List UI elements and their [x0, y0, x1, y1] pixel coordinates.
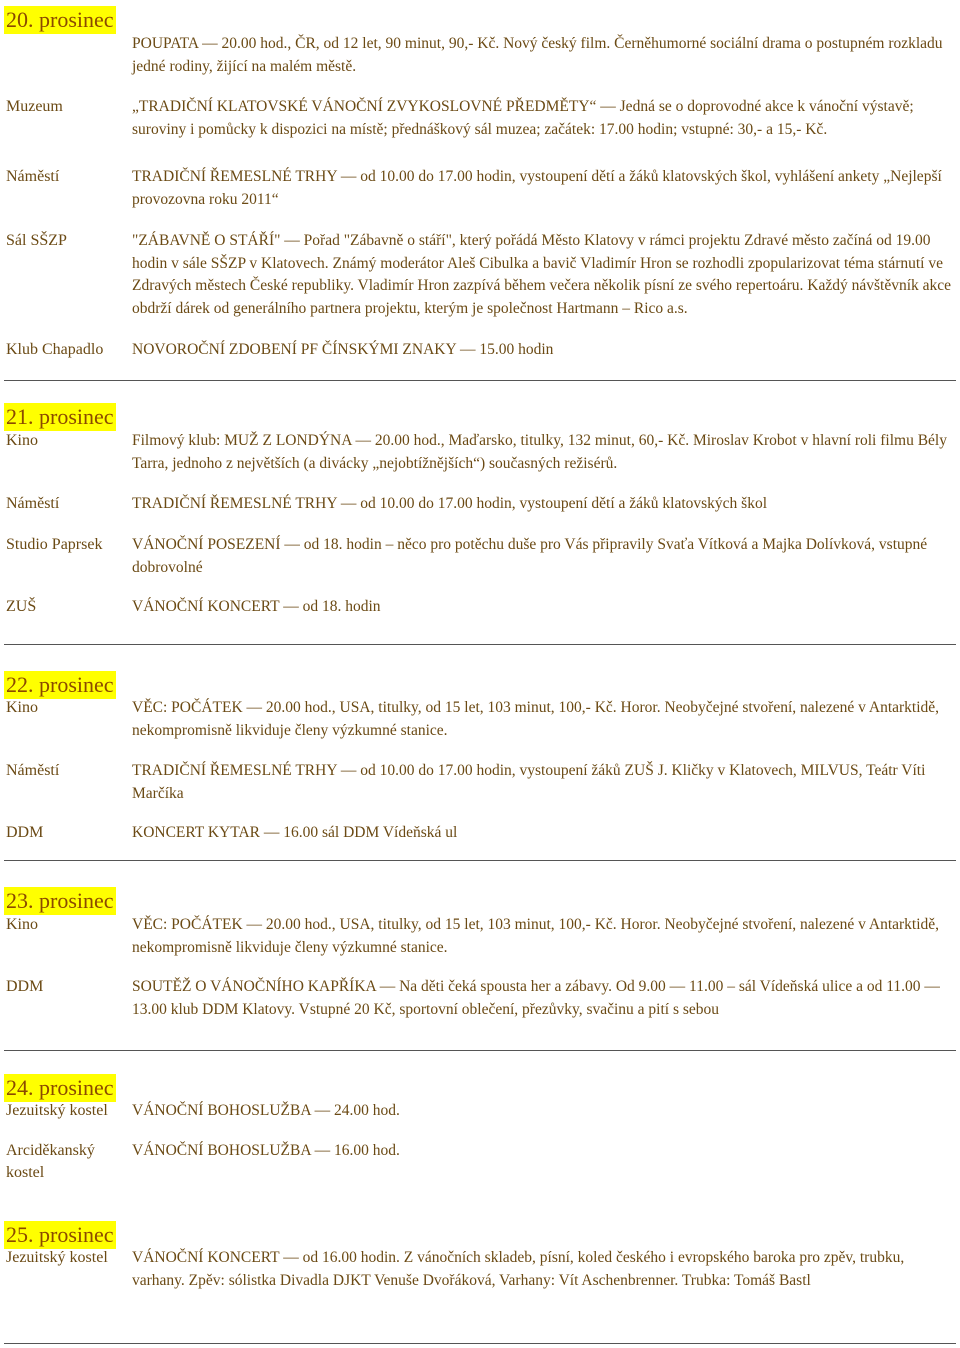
entry-20-poupata: POUPATA — 20.00 hod., ČR, od 12 let, 90 minut, 90,- Kč. Nový český film. Černěhumorné sociální drama o postupném rozkladu jedné rodiny, žijící na malém městě.	[132, 35, 943, 75]
venue-20-sal-sszp: Sál SŠZP	[6, 232, 67, 249]
entry-23-ddm: SOUTĚŽ O VÁNOČNÍHO KAPŘÍKA — Na děti čeká spousta her a zábavy. Od 9.00 — 11.00 – sál Vídeňská ulice a od 11.00 — 13.00 klub DDM Klatovy. Vstupné 20 Kč, sportovní oblečení, přezůvky, svačinu a pití s sebou	[132, 978, 940, 1018]
venue-21-studio-paprsek: Studio Paprsek	[6, 536, 103, 553]
day-header-22: 22. prosinec	[6, 672, 114, 697]
venue-21-namesti: Náměstí	[6, 495, 60, 512]
venue-25-jezuitsky-kostel: Jezuitský kostel	[6, 1249, 108, 1266]
venue-22-ddm: DDM	[6, 824, 44, 841]
entry-21-kino: Filmový klub: MUŽ Z LONDÝNA — 20.00 hod., Maďarsko, titulky, 132 minut, 60,- Kč. Miroslav Krobot v hlavní roli filmu Bély Tarra, jednoho z největších (a divácky „nejobtížnějších“) současných režisérů.	[132, 432, 947, 472]
venue-20-muzeum: Muzeum	[6, 98, 63, 115]
divider	[4, 860, 956, 861]
venue-21-zus: ZUŠ	[6, 598, 37, 615]
venue-20-namesti: Náměstí	[6, 168, 60, 185]
day-header-20: 20. prosinec	[6, 7, 114, 32]
day-header-23: 23. prosinec	[6, 888, 114, 913]
entry-20-sal-sszp: "ZÁBAVNĚ O STÁŘÍ" — Pořad "Zábavně o stáří", který pořádá Město Klatovy v rámci projektu Zdravé město začíná od 19.00 hodin v sále SŠZP v Klatovech. Známý moderátor Aleš Cibulka a bavič Vladimír Hron se rozhodli zpopularizovat téma stárnutí ve Zdravých městech České republiky. Vladimír Hron zazpívá během večera několik písní ze svého repertoáru. Každý návštěvník akce obdrží dárek od generálního partnera projektu, kterým je společnost Hartmann – Rico a.s.	[132, 232, 952, 317]
divider	[4, 1343, 956, 1344]
entry-20-muzeum: „TRADIČNÍ KLATOVSKÉ VÁNOČNÍ ZVYKOSLOVNÉ PŘEDMĚTY“ — Jedná se o doprovodné akce k vánoční výstavě; suroviny i pomůcky k dispozici na místě; přednáškový sál muzea; začátek: 17.00 hodin; vstupné: 30,- a 15,- Kč.	[132, 98, 914, 138]
entry-25-jezuitsky-kostel: VÁNOČNÍ KONCERT — od 16.00 hodin. Z vánočních skladeb, písní, koled českého i evropského baroka pro zpěv, trubku, varhany. Zpěv: sólistka Divadla DJKT Venuše Dvořáková, Varhany: Vít Aschenbrenner. Trubka: Tomáš Bastl	[132, 1249, 905, 1289]
entry-21-namesti: TRADIČNÍ ŘEMESLNÉ TRHY — od 10.00 do 17.00 hodin, vystoupení dětí a žáků klatovských škol	[132, 495, 768, 512]
venue-21-kino: Kino	[6, 432, 38, 449]
day-header-25: 25. prosinec	[6, 1222, 114, 1247]
entry-24-arcidekansky-kostel: VÁNOČNÍ BOHOSLUŽBA — 16.00 hod.	[132, 1142, 400, 1159]
entry-22-namesti: TRADIČNÍ ŘEMESLNÉ TRHY — od 10.00 do 17.00 hodin, vystoupení žáků ZUŠ J. Kličky v Klatovech, MILVUS, Teátr Víti Marčíka	[132, 762, 926, 802]
venue-23-ddm: DDM	[6, 978, 44, 995]
venue-24-jezuitsky-kostel: Jezuitský kostel	[6, 1102, 108, 1119]
entry-22-kino: VĚC: POČÁTEK — 20.00 hod., USA, titulky, od 15 let, 103 minut, 100,- Kč. Horor. Neobyčejné stvoření, nalezené v Antarktidě, nekompromisně likviduje členy výzkumné stanice.	[132, 699, 940, 739]
divider	[4, 1050, 956, 1051]
day-header-21: 21. prosinec	[6, 404, 114, 429]
entry-24-jezuitsky-kostel: VÁNOČNÍ BOHOSLUŽBA — 24.00 hod.	[132, 1102, 400, 1119]
venue-23-kino: Kino	[6, 916, 38, 933]
entry-23-kino: VĚC: POČÁTEK — 20.00 hod., USA, titulky, od 15 let, 103 minut, 100,- Kč. Horor. Neobyčejné stvoření, nalezené v Antarktidě, nekompromisně likviduje členy výzkumné stanice.	[132, 916, 940, 956]
entry-20-namesti: TRADIČNÍ ŘEMESLNÉ TRHY — od 10.00 do 17.00 hodin, vystoupení dětí a žáků klatovských škol, vyhlášení ankety „Nejlepší provozovna roku 2011“	[132, 168, 942, 208]
entry-21-studio-paprsek: VÁNOČNÍ POSEZENÍ — od 18. hodin – něco pro potěchu duše pro Vás připravily Svaťa Vítková a Majka Dolívková, vstupné dobrovolné	[132, 536, 928, 576]
divider	[4, 380, 956, 381]
venue-24-arcidekansky-kostel: Arciděkanský kostel	[6, 1142, 95, 1181]
entry-22-ddm: KONCERT KYTAR — 16.00 sál DDM Vídeňská ul	[132, 824, 458, 841]
entry-20-klub-chapadlo: NOVOROČNÍ ZDOBENÍ PF ČÍNSKÝMI ZNAKY — 15.00 hodin	[132, 341, 554, 358]
entry-21-zus: VÁNOČNÍ KONCERT — od 18. hodin	[132, 598, 381, 615]
venue-22-kino: Kino	[6, 699, 38, 716]
venue-20-klub-chapadlo: Klub Chapadlo	[6, 341, 104, 358]
day-header-24: 24. prosinec	[6, 1075, 114, 1100]
divider	[4, 644, 956, 645]
venue-22-namesti: Náměstí	[6, 762, 60, 779]
